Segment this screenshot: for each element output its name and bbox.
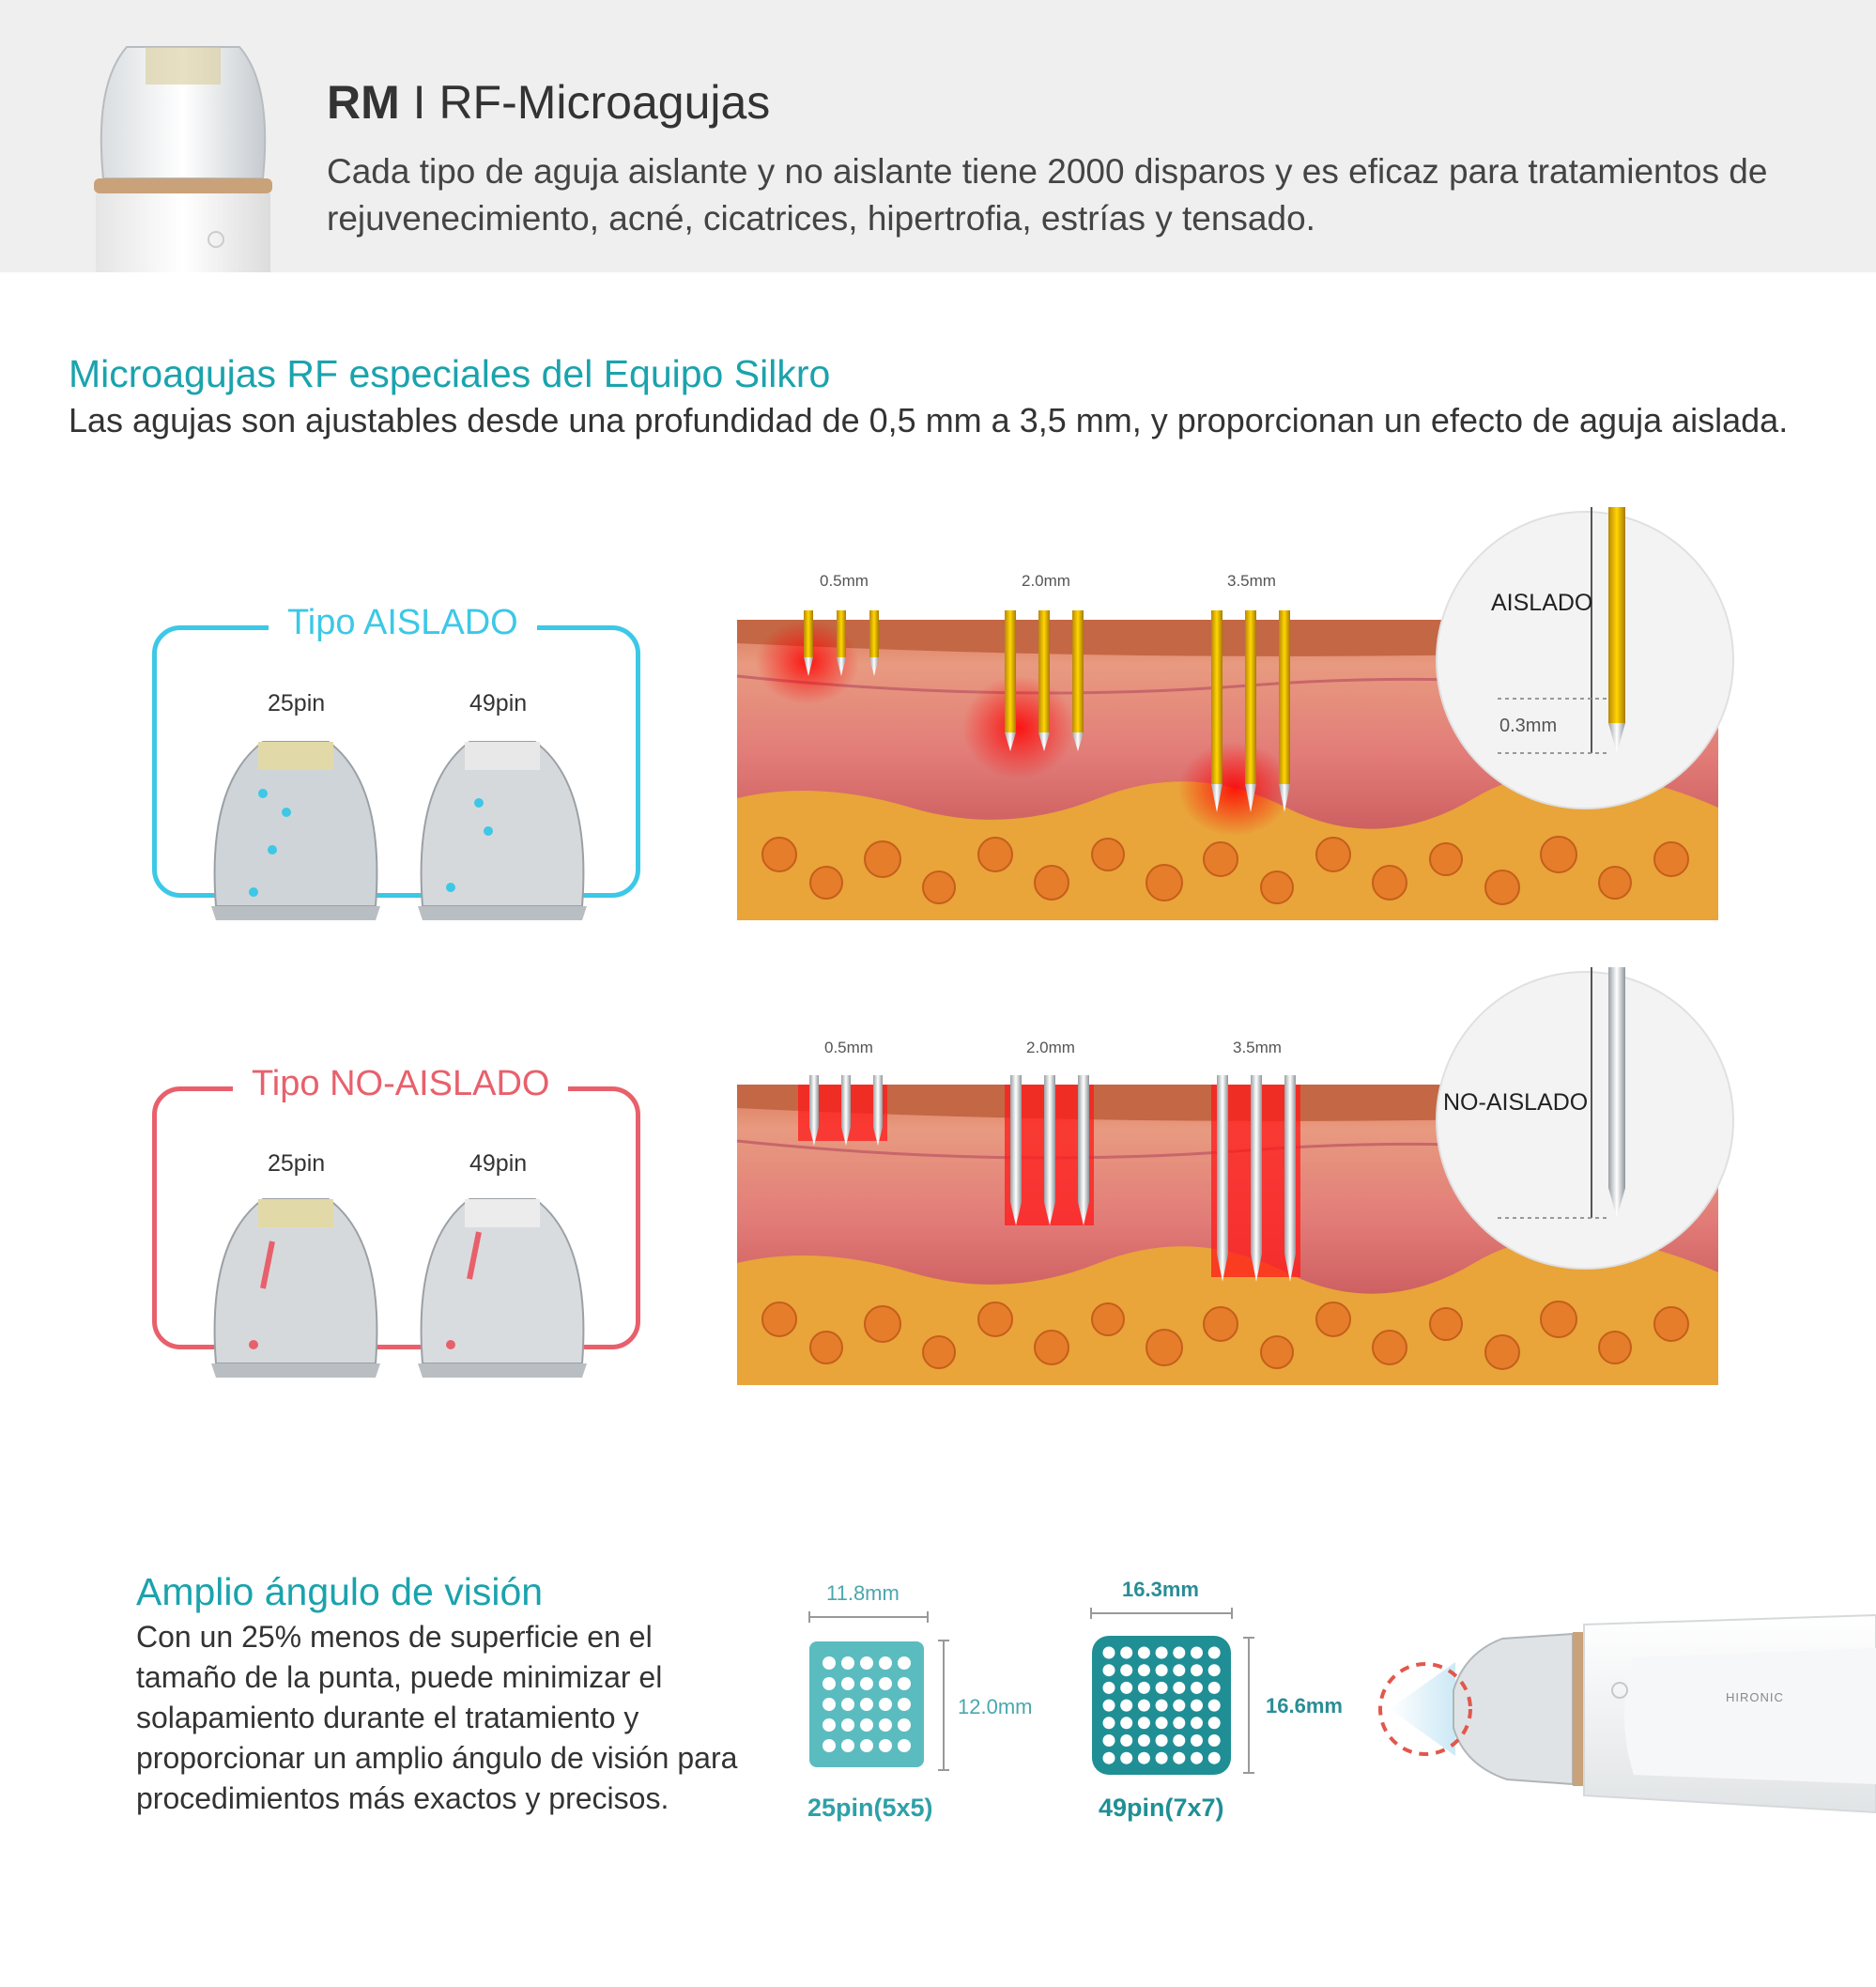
header-description: Cada tipo de aguja aislante y no aislante tiene 2000 disparos y es eficaz para tratamientos de rejuvenecimiento, acné, cicatrices, hipertrofia, estrías y tensado. xyxy=(327,152,1768,238)
grid-dot xyxy=(1173,1647,1185,1659)
insulated-depth-35: 3.5mm xyxy=(1227,572,1276,590)
insulated-zoom-measure: 0.3mm xyxy=(1499,716,1558,736)
grid-dot xyxy=(1138,1717,1150,1729)
noninsulated-49pin-label: 49pin xyxy=(469,1150,528,1177)
section1-description: Las agujas son ajustables desde una profundidad de 0,5 mm a 3,5 mm, y proporcionan un efecto de aguja aislada. xyxy=(69,401,1789,439)
grid-dot xyxy=(1191,1700,1203,1712)
grid-dot xyxy=(1173,1734,1185,1747)
grid-dot xyxy=(1208,1734,1221,1747)
insulated-zoom-label: AISLADO xyxy=(1491,590,1593,616)
grid-dot xyxy=(1208,1752,1221,1764)
grid-dot xyxy=(1156,1752,1168,1764)
tip-small-width-line xyxy=(807,1608,939,1626)
grid-dot xyxy=(1138,1664,1150,1676)
grid-dot xyxy=(1120,1734,1132,1747)
grid-dot xyxy=(1173,1717,1185,1729)
noninsulated-25pin-label: 25pin xyxy=(268,1150,326,1177)
grid-dot xyxy=(1208,1664,1221,1676)
grid-dot xyxy=(1191,1647,1203,1659)
grid-dot xyxy=(1120,1682,1132,1694)
tip-small-name: 25pin(5x5) xyxy=(807,1794,933,1822)
noninsulated-label: Tipo NO-AISLADO xyxy=(233,1064,568,1104)
grid-dot xyxy=(1103,1682,1115,1694)
grid-dot xyxy=(1156,1700,1168,1712)
grid-dot xyxy=(1138,1734,1150,1747)
grid-dot xyxy=(1120,1717,1132,1729)
noninsulated-zoom-circle xyxy=(1422,967,1751,1277)
grid-dot xyxy=(1120,1700,1132,1712)
grid-dot xyxy=(1103,1664,1115,1676)
grid-dot xyxy=(1120,1647,1132,1659)
grid-dot xyxy=(1103,1717,1115,1729)
section1-title: Microagujas RF especiales del Equipo Silkro xyxy=(69,352,831,395)
tip-small-height: 12.0mm xyxy=(958,1695,1033,1718)
device-tip-image xyxy=(75,28,291,272)
grid-dot xyxy=(1103,1700,1115,1712)
grid-dot xyxy=(1103,1752,1115,1764)
grid-dot xyxy=(1156,1682,1168,1694)
insulated-49pin-label: 49pin xyxy=(469,690,528,716)
grid-dot xyxy=(1103,1647,1115,1659)
tip-small-height-line xyxy=(934,1639,953,1775)
title-bold: RM xyxy=(327,76,400,129)
tip-large-grid xyxy=(1092,1636,1233,1777)
grid-dot xyxy=(1208,1717,1221,1729)
grid-dot xyxy=(1173,1700,1185,1712)
page-title xyxy=(327,75,770,130)
tip-large-height: 16.6mm xyxy=(1266,1694,1343,1717)
tip-large-name: 49pin(7x7) xyxy=(1099,1794,1224,1822)
tip-large-width-line xyxy=(1089,1604,1239,1623)
grid-dot xyxy=(1191,1682,1203,1694)
noninsulated-depth-20: 2.0mm xyxy=(1026,1039,1075,1056)
grid-dot xyxy=(1103,1734,1115,1747)
insulated-depth-20: 2.0mm xyxy=(1022,572,1070,590)
handpiece-image xyxy=(1352,1596,1876,1841)
insulated-tips-image xyxy=(207,728,592,925)
noninsulated-depth-35: 3.5mm xyxy=(1233,1039,1282,1056)
grid-dot xyxy=(1138,1647,1150,1659)
grid-dot xyxy=(1156,1664,1168,1676)
grid-dot xyxy=(1208,1682,1221,1694)
grid-dot xyxy=(1173,1682,1185,1694)
noninsulated-depth-05: 0.5mm xyxy=(824,1039,873,1056)
tip-small-width: 11.8mm xyxy=(826,1581,900,1605)
grid-dot xyxy=(1208,1700,1221,1712)
insulated-25pin-label: 25pin xyxy=(268,690,326,716)
grid-dot xyxy=(1138,1682,1150,1694)
section2-description: Con un 25% menos de superficie en el tamaño de la punta, puede minimizar el solapamiento durante el tratamiento y proporcionar un amplio ángulo de visión para procedimientos más exactos y precisos. xyxy=(136,1620,738,1815)
grid-dot xyxy=(1173,1664,1185,1676)
grid-dot xyxy=(1156,1647,1168,1659)
insulated-zoom-circle xyxy=(1422,507,1751,817)
device-brand: HIRONIC xyxy=(1726,1690,1784,1704)
grid-dot xyxy=(1156,1734,1168,1747)
noninsulated-zoom-label: NO-AISLADO xyxy=(1443,1089,1589,1116)
tip-large-width: 16.3mm xyxy=(1122,1578,1199,1601)
grid-dot xyxy=(1120,1752,1132,1764)
grid-dot xyxy=(1191,1752,1203,1764)
grid-dot xyxy=(1191,1717,1203,1729)
tip-large-height-line xyxy=(1239,1636,1258,1777)
grid-dot xyxy=(1173,1752,1185,1764)
section2-title: Amplio ángulo de visión xyxy=(136,1570,544,1613)
grid-dot xyxy=(1156,1717,1168,1729)
insulated-depth-05: 0.5mm xyxy=(820,572,869,590)
grid-dot xyxy=(1191,1664,1203,1676)
grid-dot xyxy=(1191,1734,1203,1747)
grid-dot xyxy=(1138,1700,1150,1712)
grid-dot xyxy=(1138,1752,1150,1764)
insulated-label: Tipo AISLADO xyxy=(269,603,537,643)
noninsulated-tips-image xyxy=(207,1185,592,1387)
tip-small-grid xyxy=(809,1641,927,1770)
grid-dot xyxy=(1208,1647,1221,1659)
grid-dot xyxy=(1120,1664,1132,1676)
title-rest: I RF-Microagujas xyxy=(399,76,771,129)
